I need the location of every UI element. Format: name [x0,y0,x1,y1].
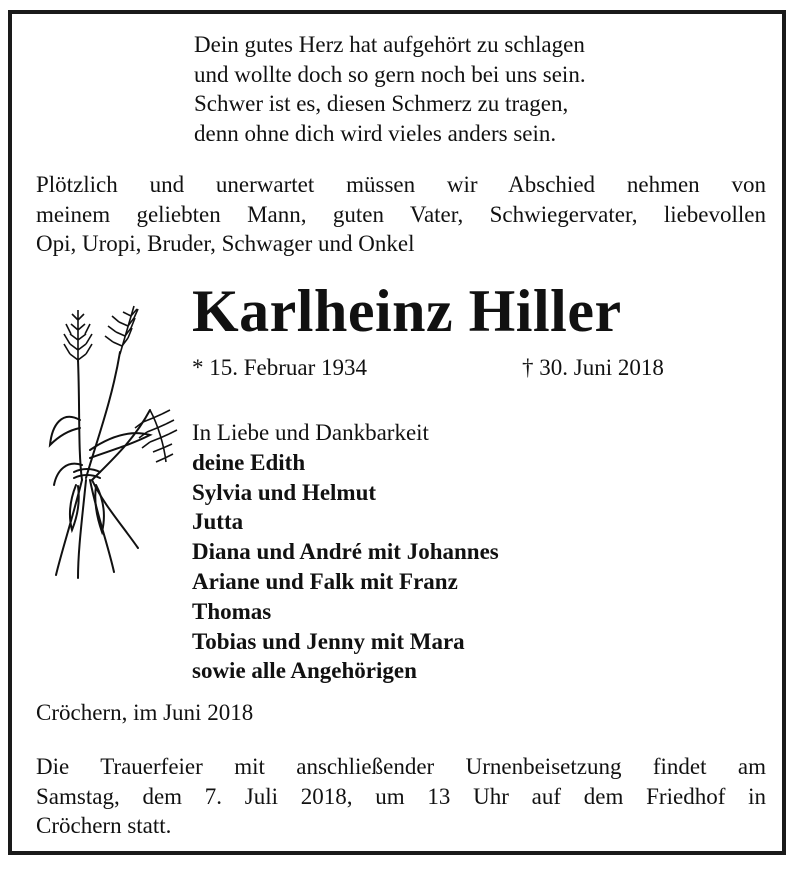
mourner-name: Jutta [192,509,244,535]
wheat-sheaf-icon [42,300,182,585]
poem-line: denn ohne dich wird vieles anders sein. [194,120,557,146]
mourner-name: Diana und André mit Johannes [192,539,499,565]
intro-line: Opi, Uropi, Bruder, Schwager und Onkel [36,231,415,256]
intro-line: meinem geliebten Mann, guten Vater, Schwiegervater, liebevollen [36,201,766,227]
mourner-name: Thomas [192,598,272,624]
place-date: Cröchern, im Juni 2018 [36,700,254,725]
funeral-line: Cröchern statt. [36,813,172,838]
funeral-info [36,752,766,841]
mourner-name: Tobias und Jenny mit Mara [192,628,465,654]
intro-text [36,170,766,259]
mourner-name: sowie alle Angehörigen [192,658,417,684]
deceased-name: Karlheinz Hiller [192,278,622,344]
birth-date: * 15. Februar 1934 [192,355,368,380]
mourner-name: Ariane und Falk mit Franz [192,568,458,594]
death-date: † 30. Juni 2018 [522,355,664,380]
funeral-line: Samstag, dem 7. Juli 2018, um 13 Uhr auf dem Friedhof in [36,783,766,809]
poem-line: Dein gutes Herz hat aufgehört zu schlagen [194,32,585,57]
intro-line: Plötzlich und unerwartet müssen wir Abschied nehmen von [36,172,766,197]
poem-line: Schwer ist es, diesen Schmerz zu tragen, [194,91,569,116]
mourner-name: Sylvia und Helmut [192,479,377,505]
funeral-line: Die Trauerfeier mit anschließender Urnenbeisetzung findet am [36,754,766,779]
thanks-line: In Liebe und Dankbarkeit [192,420,429,445]
mourner-name: deine Edith [192,449,306,475]
poem-line: und wollte doch so gern noch bei uns sein. [194,61,586,87]
mourners-list [192,418,499,686]
poem [194,30,586,148]
